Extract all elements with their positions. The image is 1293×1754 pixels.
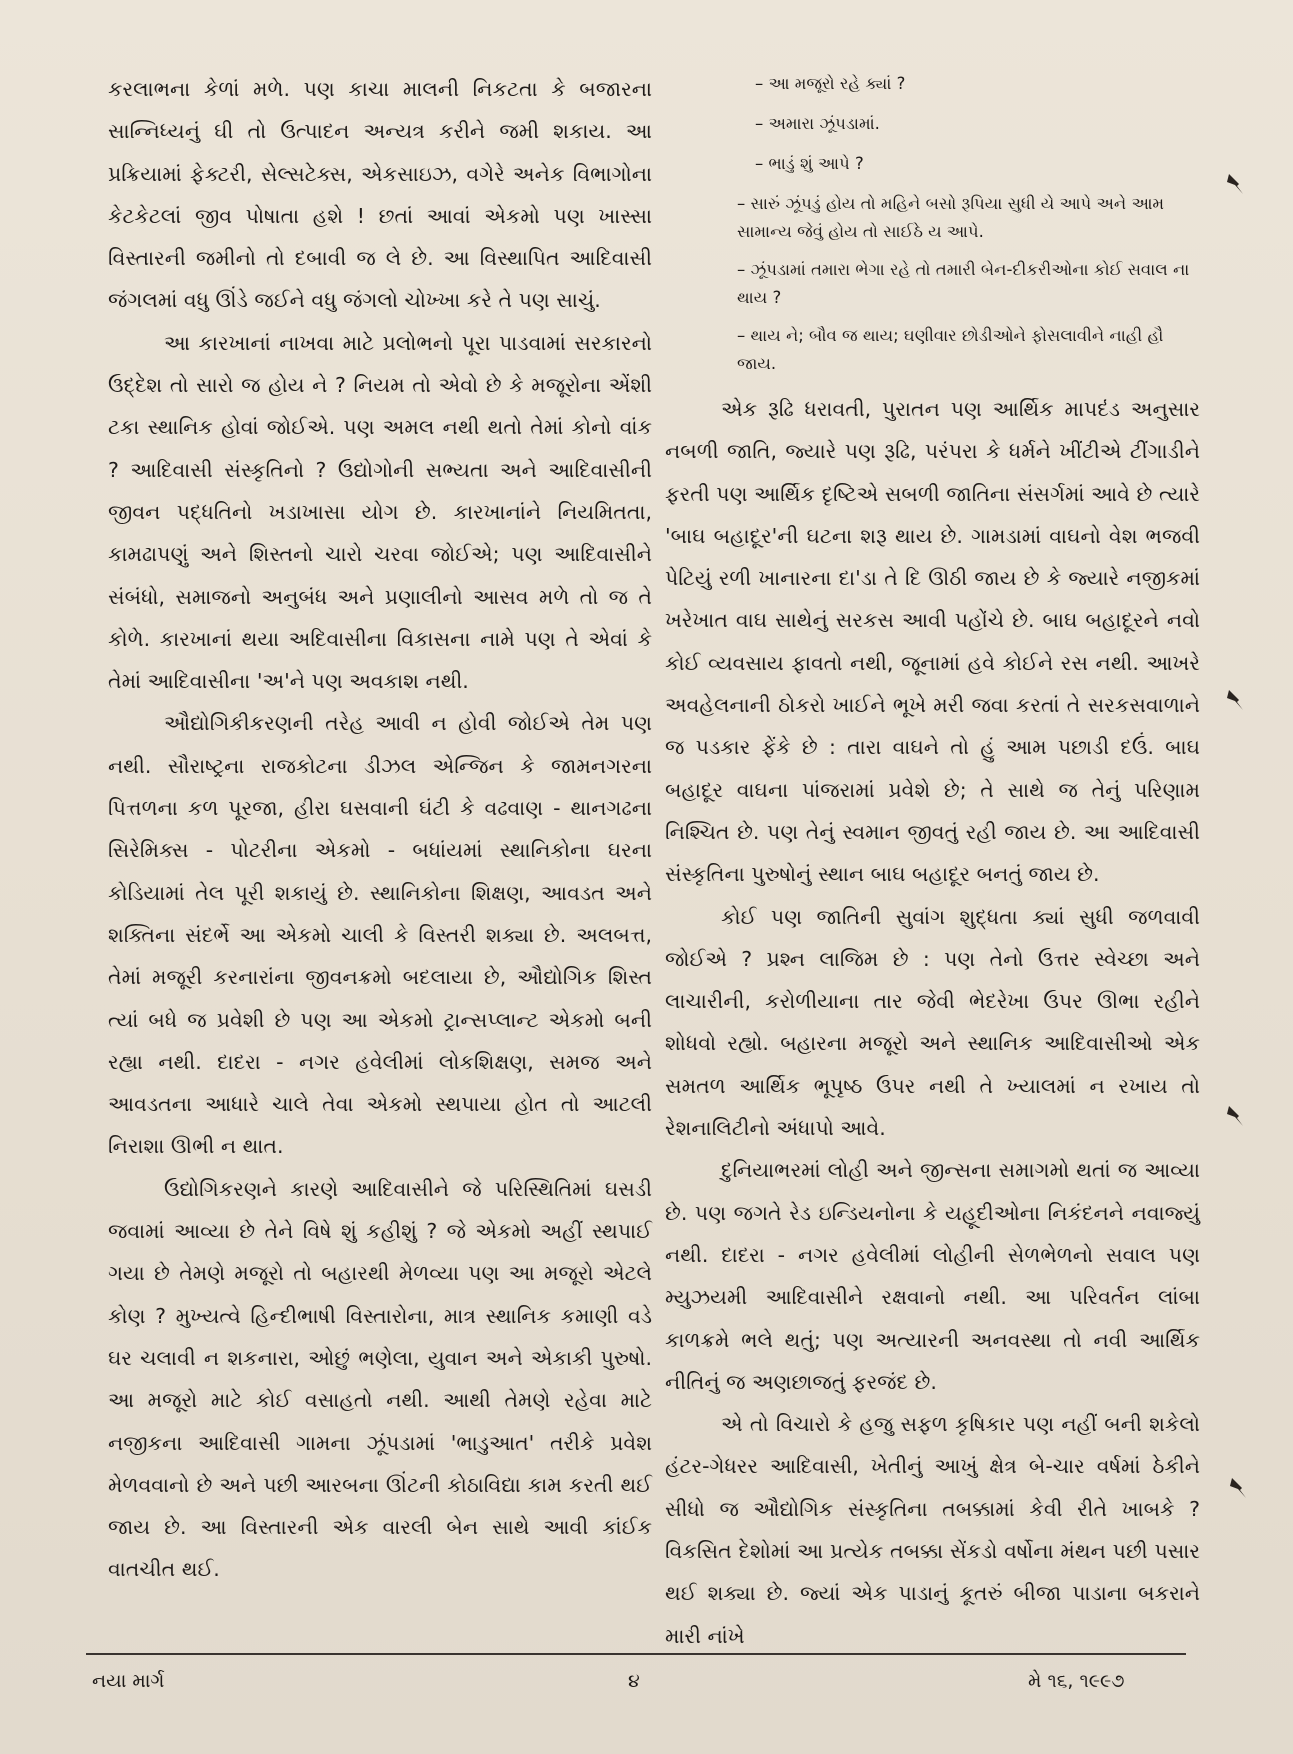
- dialogue-line: – ભાડું શું આપે ?: [755, 154, 864, 173]
- dialogue-line: – ઝૂંપડામાં તમારા ભેગા રહે તો તમારી બેન-દીકરીઓના કોઈ સવાલ ના થાય ?: [737, 260, 1190, 307]
- left-column: [108, 68, 652, 1591]
- punch-hole-icon: [1228, 1476, 1252, 1500]
- publication-name: નયા માર્ગ: [92, 1670, 165, 1692]
- paragraph: એ તો વિચારો કે હજુ સફળ કૃષિકાર પણ નહીં બની શકેલો હંટર-ગેધરર આદિવાસી, ખેતીનું આખું ક્ષેત્ર બે-ચાર વર્ષમાં ઠેકીને સીધો જ ઔદ્યોગિક સંસ્કૃતિના તબક્કામાં કેવી રીતે ખાબકે ? વિકસિત દેશોમાં આ પ્રત્યેક તબક્કા સેંકડો વર્ષોના મંથન પછી પસાર થઈ શક્યા છે. જ્યાં એક પાડાનું કૂતરું બીજા પાડાના બકરાને મારી નાંખે: [665, 1412, 1200, 1648]
- issue-date: મે ૧૬, ૧૯૯૭: [1028, 1670, 1125, 1692]
- punch-hole-icon: [1225, 688, 1249, 712]
- dialogue-block: [665, 70, 1200, 378]
- paragraph: કોઈ પણ જાતિની સુવાંગ શુદ્ધતા ક્યાં સુધી જળવાવી જોઈએ ? પ્રશ્ન લાજિમ છે : પણ તેનો ઉત્તર સ્વેચ્છા અને લાચારીની, કરોળીયાના તાર જેવી ભેદરેખા ઉપર ઊભા રહીને શોધવો રહ્યો. બહારના મજૂરો અને સ્થાનિક આદિવાસીઓ એક સમતળ આર્થિક ભૂપૃષ્ઠ ઉપર નથી તે ખ્યાલમાં ન રખાય તો રેશનાલિટીનો અંધાપો આવે.: [665, 904, 1200, 1141]
- dialogue-line: – અમારા ઝૂંપડામાં.: [755, 114, 880, 133]
- page-number: ૪: [628, 1670, 640, 1692]
- dialogue-line: – સારું ઝૂંપડું હોય તો મહિને બસો રૂપિયા સુધી યે આપે અને આમ સામાન્ય જેવું હોય તો સાઈઠે ય આપે.: [737, 194, 1165, 241]
- paragraph: ઔદ્યોગિકીકરણની તરેહ આવી ન હોવી જોઈએ તેમ પણ નથી. સૌરાષ્ટ્રના રાજકોટના ડીઝલ એન્જિન કે જામનગરના પિત્તળના કળ પૂરજા, હીરા ઘસવાની ઘંટી કે વઢવાણ - થાનગઢના સિરેમિક્સ - પોટરીના એકમો - બધાંયમાં સ્થાનિકોના ઘરના કોડિયામાં તેલ પૂરી શકાયું છે. સ્થાનિકોના શિક્ષણ, આવડત અને શક્તિના સંદર્ભે આ એકમો ચાલી કે વિસ્તરી શક્યા છે. અલબત્ત, તેમાં મજૂરી કરનારાંના જીવનક્રમો બદલાયા છે, ઔદ્યોગિક શિસ્ત ત્યાં બધે જ પ્રવેશી છે પણ આ એકમો ટ્રાન્સપ્લાન્ટ એકમો બની રહ્યા નથી. દાદરા - નગર હવેલીમાં લોકશિક્ષણ, સમજ અને આવડતના આધારે ચાલે તેવા એકમો સ્થપાયા હોત તો આટલી નિરાશા ઊભી ન થાત.: [108, 711, 652, 1159]
- dialogue-line: – આ મજૂરો રહે ક્યાં ?: [755, 74, 906, 93]
- paragraph: એક રૂઢિ ધરાવતી, પુરાતન પણ આર્થિક માપદંડ અનુસાર નબળી જાતિ, જ્યારે પણ રૂઢિ, પરંપરા કે ધર્મને ખીંટીએ ટીંગાડીને ફરતી પણ આર્થિક દૃષ્ટિએ સબળી જાતિના સંસર્ગમાં આવે છે ત્યારે 'બાઘ બહાદૂર'ની ઘટના શરૂ થાય છે. ગામડામાં વાઘનો વેશ ભજવી પેટિયું રળી ખાનારના દા'ડા તે દિ ઊઠી જાય છે કે જ્યારે નજીકમાં ખરેખાત વાઘ સાથેનું સરકસ આવી પહોંચે છે. બાઘ બહાદૂરને નવો કોઈ વ્યવસાય ફાવતો નથી, જૂનામાં હવે કોઈને રસ નથી. આખરે અવહેલનાની ઠોકરો ખાઈને ભૂખે મરી જવા કરતાં તે સરકસવાળાને જ પડકાર ફેંકે છે : તારા વાઘને તો હું આમ પછાડી દઉં. બાઘ બહાદૂર વાઘના પાંજરામાં પ્રવેશે છે; તે સાથે જ તેનું પરિણામ નિશ્ચિત છે. પણ તેનું સ્વમાન જીવતું રહી જાય છે. આ આદિવાસી સંસ્કૃતિના પુરુષોનું સ્થાન બાઘ બહાદૂર બનતું જાય છે.: [665, 397, 1200, 887]
- punch-hole-icon: [1225, 172, 1249, 196]
- right-column: [665, 70, 1200, 1657]
- footer-divider: [86, 1653, 1186, 1655]
- punch-hole-icon: [1225, 1104, 1249, 1128]
- dialogue-line: – થાય ને; બૌવ જ થાય; ઘણીવાર છોડીઓને ફોસલાવીને નાહી હૌ જાય.: [737, 326, 1164, 373]
- paragraph: ઉદ્યોગિકરણને કારણે આદિવાસીને જે પરિસ્થિતિમાં ઘસડી જવામાં આવ્યા છે તેને વિષે શું કહીશું ? જે એકમો અહીં સ્થપાઈ ગયા છે તેમણે મજૂરો તો બહારથી મેળવ્યા પણ આ મજૂરો એટલે કોણ ? મુખ્યત્વે હિન્દીભાષી વિસ્તારોના, માત્ર સ્થાનિક કમાણી વડે ઘર ચલાવી ન શકનારા, ઓછું ભણેલા, યુવાન અને એકાકી પુરુષો. આ મજૂરો માટે કોઈ વસાહતો નથી. આથી તેમણે રહેવા માટે નજીકના આદિવાસી ગામના ઝૂંપડામાં 'ભાડુઆત' તરીકે પ્રવેશ મેળવવાનો છે અને પછી આરબના ઊંટની કોઠાવિદ્યા કામ કરતી થઈ જાય છે. આ વિસ્તારની એક વારલી બેન સાથે આવી કાંઈક વાતચીત થઈ.: [108, 1176, 652, 1582]
- paragraph: આ કારખાનાં નાખવા માટે પ્રલોભનો પૂરા પાડવામાં સરકારનો ઉદ્દેશ તો સારો જ હોય ને ? નિયમ તો એવો છે કે મજૂરોના એંશી ટકા સ્થાનિક હોવાં જોઈએ. પણ અમલ નથી થતો તેમાં કોનો વાંક ? આદિવાસી સંસ્કૃતિનો ? ઉદ્યોગોની સભ્યતા અને આદિવાસીની જીવન પદ્ધતિનો ખડાખાસા યોગ છે. કારખાનાંને નિયમિતતા, કામઢાપણું અને શિસ્તનો ચારો ચરવા જોઈએ; પણ આદિવાસીને સંબંધો, સમાજનો અનુબંધ અને પ્રણાલીનો આસવ મળે તો જ તે કોળે. કારખાનાં થયા અદિવાસીના વિકાસના નામે પણ તે એવાં કે તેમાં આદિવાસીના 'અ'ને પણ અવકાશ નથી.: [108, 330, 652, 694]
- paragraph: કરલાભના કેળાં મળે. પણ કાચા માલની નિકટતા કે બજારના સાન્નિધ્યનું ઘી તો ઉત્પાદન અન્યત્ર કરીને જમી શકાય. આ પ્રક્રિયામાં ફેક્ટરી, સેલ્સટેક્સ, એકસાઇઝ, વગેરે અનેક વિભાગોના કેટકેટલાં જીવ પોષાતા હશે ! છતાં આવાં એકમો પણ ખાસ્સા વિસ્તારની જમીનો તો દબાવી જ લે છે. આ વિસ્થાપિત આદિવાસી જંગલમાં વધુ ઊંડે જઈને વધુ જંગલો ચોખ્ખા કરે તે પણ સાચું.: [108, 77, 652, 313]
- paragraph: દુનિયાભરમાં લોહી અને જીન્સના સમાગમો થતાં જ આવ્યા છે. પણ જગતે રેડ ઇન્ડિયનોના કે યહૂદીઓના નિકંદનને નવાજ્યું નથી. દાદરા - નગર હવેલીમાં લોહીની સેળભેળનો સવાલ પણ મ્યુઝયમી આદિવાસીને રક્ષવાનો નથી. આ પરિવર્તન લાંબા કાળક્રમે ભલે થતું; પણ અત્યારની અનવસ્થા તો નવી આર્થિક નીતિનું જ અણછાજતું ફરજંદ છે.: [665, 1158, 1200, 1394]
